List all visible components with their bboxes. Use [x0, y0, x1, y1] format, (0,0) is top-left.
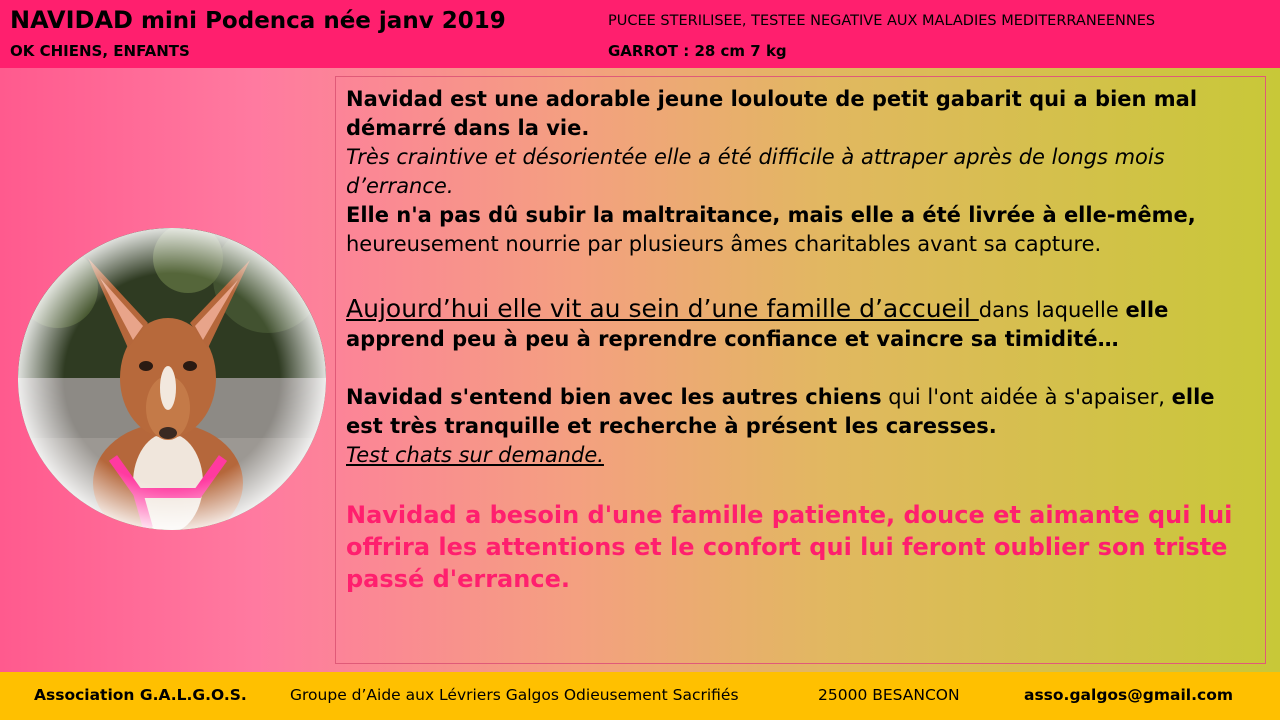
- size-info: GARROT : 28 cm 7 kg: [608, 42, 787, 60]
- cat-test-text: Test chats sur demande.: [346, 443, 604, 467]
- contact-email[interactable]: asso.galgos@gmail.com: [1024, 686, 1233, 704]
- compatibility-text: OK CHIENS, ENFANTS: [10, 42, 190, 60]
- behavior-bold-1: Navidad s'entend bien avec les autres chiens: [346, 385, 882, 409]
- intro-italic-text: Très craintive et désorientée elle a été difficile à attraper après de longs mois d’errance.: [346, 145, 1165, 198]
- health-info: PUCEE STERILISEE, TESTEE NEGATIVE AUX MALADIES MEDITERRANEENNES: [608, 13, 1156, 29]
- foster-paragraph: [346, 294, 1255, 354]
- history-bold: Elle n'a pas dû subir la maltraitance, mais elle a été livrée à elle-même,: [346, 203, 1196, 227]
- footer-banner: [0, 672, 1280, 720]
- header-banner: [0, 0, 1280, 68]
- behavior-bold-2: elle est très tranquille et recherche à présent les caresses.: [346, 385, 1215, 438]
- intro-text: Navidad est une adorable jeune louloute de petit gabarit qui a bien mal démarré dans la vie.: [346, 87, 1198, 140]
- foster-bold: elle apprend peu à peu à reprendre confiance et vaincre sa timidité…: [346, 298, 1169, 351]
- dog-photo: [18, 228, 326, 530]
- needs-text: Navidad a besoin d'une famille patiente, douce et aimante qui lui offrira les attentions et le confort qui lui feront oublier son triste passé d'errance.: [346, 501, 1233, 593]
- dog-photo-illustration: [18, 228, 326, 530]
- behavior-paragraph: [346, 383, 1255, 441]
- dog-title-rest: mini Podenca née janv 2019: [132, 8, 506, 34]
- history-paragraph: [346, 201, 1255, 259]
- foster-underline: Aujourd’hui elle vit au sein d’une famille d’accueil: [346, 294, 979, 323]
- behavior-normal: qui l'ont aidée à s'apaiser,: [881, 385, 1172, 409]
- association-name: Association G.A.L.G.O.S.: [34, 686, 247, 704]
- description-box: [335, 76, 1266, 664]
- dog-name: NAVIDAD: [10, 6, 133, 34]
- page-title: [10, 6, 506, 34]
- foster-normal: dans laquelle: [978, 298, 1126, 322]
- association-city: 25000 BESANCON: [818, 686, 960, 704]
- history-normal: heureusement nourrie par plusieurs âmes charitables avant sa capture.: [346, 232, 1102, 256]
- association-full-name: Groupe d’Aide aux Lévriers Galgos Odieusement Sacrifiés: [290, 686, 739, 704]
